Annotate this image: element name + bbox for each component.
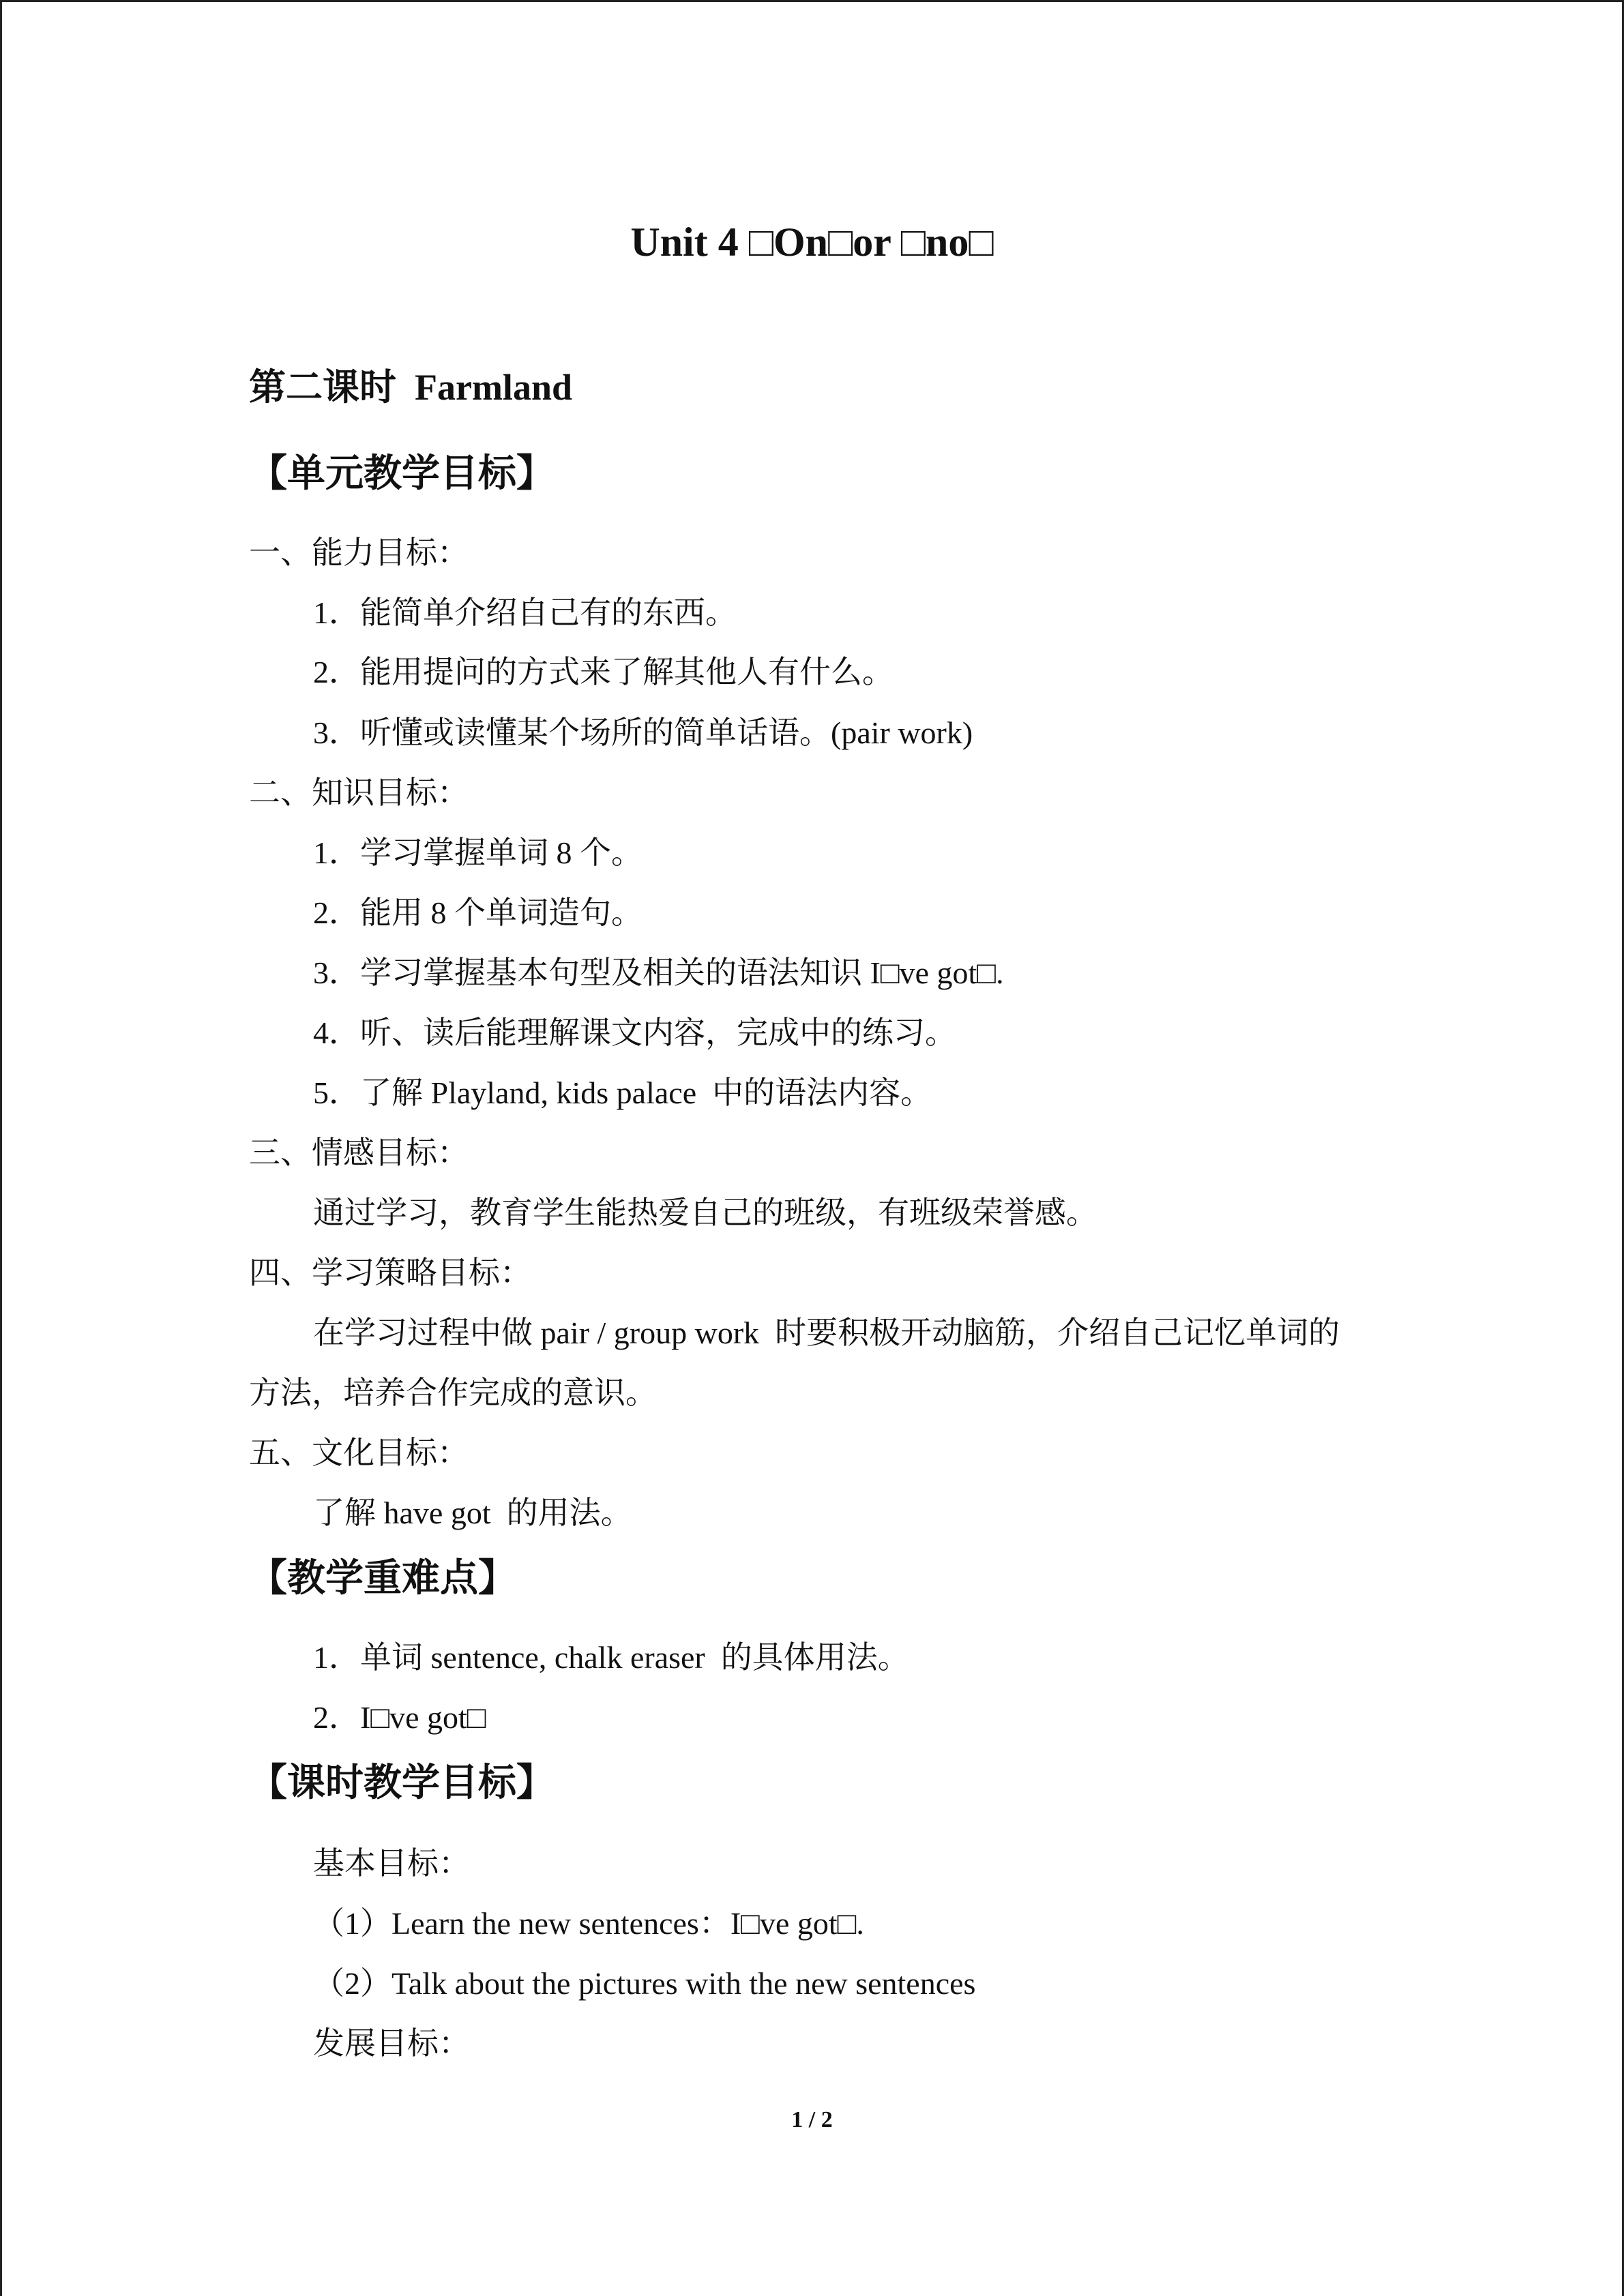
knowledge-heading: 二、知识目标： (249, 775, 469, 810)
document-title: Unit 4 □On□or □no□ (630, 220, 994, 265)
ability-item: 2．能用提问的方式来了解其他人有什么。 (313, 655, 894, 689)
strategy-text-line2: 方法，培养合作完成的意识。 (249, 1375, 657, 1410)
knowledge-item: 1．学习掌握单词 8 个。 (313, 835, 643, 870)
ability-item: 1．能简单介绍自己有的东西。 (313, 595, 737, 630)
ability-item: 3．听懂或读懂某个场所的简单话语。(pair work) (313, 715, 973, 750)
key-point-item: 1．单词 sentence, chalk eraser 的具体用法。 (313, 1640, 909, 1675)
knowledge-item: 3．学习掌握基本句型及相关的语法知识 I□ve got□. (313, 955, 1004, 990)
lesson-title: 第二课时 Farmland (249, 367, 573, 408)
basic-goal-item: （2）Talk about the pictures with the new sentences (313, 1966, 976, 2001)
strategy-heading: 四、学习策略目标： (249, 1255, 531, 1290)
section-heading-key-points: 【教学重难点】 (249, 1557, 516, 1600)
basic-goals-heading: 基本目标： (313, 1846, 470, 1881)
emotion-text: 通过学习，教育学生能热爱自己的班级，有班级荣誉感。 (313, 1195, 1097, 1230)
strategy-text-line1: 在学习过程中做 pair / group work 时要积极开动脑筋，介绍自己记忆单词的 (313, 1315, 1340, 1350)
section-heading-unit-goals: 【单元教学目标】 (249, 453, 555, 495)
develop-goals-heading: 发展目标： (313, 2026, 470, 2061)
key-point-item: 2．I□ve got□ (313, 1700, 486, 1735)
culture-heading: 五、文化目标： (249, 1435, 469, 1470)
emotion-heading: 三、情感目标： (249, 1135, 469, 1170)
basic-goal-item: （1）Learn the new sentences：I□ve got□. (313, 1906, 864, 1941)
knowledge-item: 4．听、读后能理解课文内容，完成中的练习。 (313, 1015, 956, 1050)
ability-heading: 一、能力目标： (249, 535, 469, 570)
culture-text: 了解 have got 的用法。 (313, 1495, 632, 1530)
knowledge-item: 2．能用 8 个单词造句。 (313, 895, 643, 930)
page-number: 1 / 2 (791, 2107, 833, 2132)
knowledge-item: 5．了解 Playland, kids palace 中的语法内容。 (313, 1075, 932, 1110)
section-heading-lesson-goals: 【课时教学目标】 (249, 1762, 555, 1804)
